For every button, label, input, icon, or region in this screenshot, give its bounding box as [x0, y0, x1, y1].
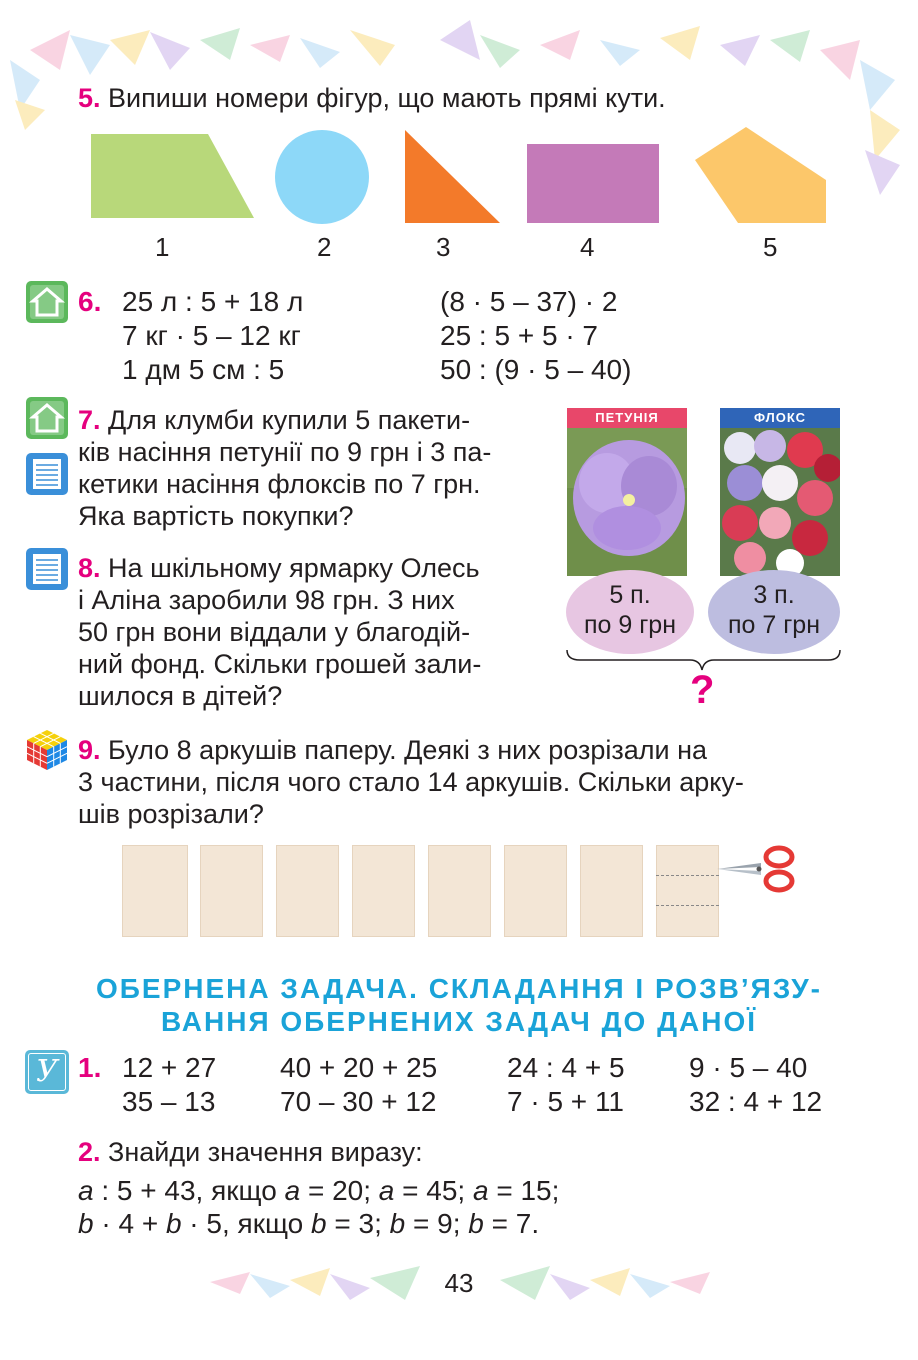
notebook-icon	[25, 547, 69, 591]
task7-text: 7. Для клумби купили 5 пакети- ків насіння петунії по 9 грн і 3 па- кетики насіння флоксів по 7 грн. Яка вартість покупки?	[78, 405, 492, 531]
shape-label-2: 2	[317, 232, 332, 262]
notebook-icon	[25, 452, 69, 496]
shape-right-triangle	[405, 130, 500, 223]
task1b-col3: 24 : 4 + 5 7 · 5 + 11	[507, 1052, 625, 1117]
shape-label-5: 5	[763, 232, 778, 262]
task6-col2	[440, 285, 631, 387]
task6-expr-2: 7 кг · 5 – 12 кг	[122, 320, 301, 351]
paper-sheet	[276, 845, 339, 937]
phlox-label: ФЛОКС	[720, 408, 840, 428]
task1b-col1: 12 + 27 35 – 13	[122, 1052, 217, 1117]
paper-sheet-cut	[656, 845, 719, 937]
task6-expr-4: (8 · 5 – 37) · 2	[440, 286, 618, 317]
paper-sheet	[504, 845, 567, 937]
shape-label-3: 3	[436, 232, 451, 262]
task6-expr-3: 1 дм 5 см : 5	[122, 354, 285, 385]
task8-number: 8.	[78, 553, 101, 583]
phlox-packet	[720, 408, 840, 576]
task2b-line2: b · 4 + b · 5, якщо b = 3; b = 9; b = 7.	[78, 1208, 540, 1239]
task7-number: 7.	[78, 405, 101, 435]
task8-text: 8. На шкільному ярмарку Олесь і Аліна заробили 98 грн. З них 50 грн вони віддали у благодій- ний фонд. Скільки грошей зали- шилося в дітей?	[78, 553, 482, 711]
petunia-flower-image	[567, 428, 687, 576]
shape-label-4: 4	[580, 232, 595, 262]
task1b-number: 1.	[78, 1052, 102, 1083]
petunia-price: 5 п. по 9 грн	[583, 581, 677, 639]
shapes-row	[0, 120, 918, 230]
shape-rectangle	[527, 144, 659, 223]
paper-sheet	[122, 845, 188, 937]
oral-task-letter: У	[28, 1053, 66, 1091]
paper-sheet	[352, 845, 415, 937]
paper-sheet	[580, 845, 643, 937]
phlox-price: 3 п. по 7 грн	[727, 581, 821, 639]
petunia-packet	[567, 408, 687, 576]
task9-text: 9. Було 8 аркушів паперу. Деякі з них розрізали на 3 частини, після чого стало 14 аркушів. Скільки арку- шів розрізали?	[78, 735, 744, 829]
question-mark: ?	[690, 668, 715, 712]
task1b-col2: 40 + 20 + 25 70 – 30 + 12	[280, 1052, 438, 1117]
shape-trapezoid	[91, 134, 254, 218]
shape-pentagon	[695, 127, 826, 223]
petunia-label: ПЕТУНІЯ	[567, 408, 687, 428]
task2b-line1: a : 5 + 43, якщо a = 20; a = 45; a = 15;	[78, 1175, 560, 1206]
paper-sheet	[200, 845, 263, 937]
home-icon	[25, 396, 69, 440]
rubik-cube-icon	[25, 728, 69, 772]
section-heading-line1: ОБЕРНЕНА ЗАДАЧА. СКЛАДАННЯ І РОЗВ’ЯЗУ-	[96, 973, 822, 1004]
shape-circle	[275, 130, 369, 224]
task2b-title: 2. Знайди значення виразу:	[78, 1137, 423, 1167]
task5-number: 5.	[78, 83, 101, 113]
task6-expr-5: 25 : 5 + 5 · 7	[440, 320, 598, 351]
task5-text: Випиши номери фігур, що мають прямі кути.	[108, 83, 666, 113]
task2b-number: 2.	[78, 1137, 101, 1167]
page-number: 43	[444, 1268, 474, 1298]
phlox-flower-image	[720, 428, 840, 576]
paper-sheet	[428, 845, 491, 937]
home-icon	[25, 280, 69, 324]
task9-number: 9.	[78, 735, 101, 765]
oral-task-icon	[25, 1050, 69, 1094]
task6-number: 6.	[78, 286, 102, 317]
scissors-icon	[715, 845, 797, 893]
shape-label-1: 1	[155, 232, 170, 262]
section-heading-line2: ВАННЯ ОБЕРНЕНИХ ЗАДАЧ ДО ДАНОЇ	[160, 1006, 758, 1037]
task6-col1	[122, 285, 303, 387]
task6-expr-1: 25 л : 5 + 18 л	[122, 286, 304, 317]
task6-expr-6: 50 : (9 · 5 – 40)	[440, 354, 632, 385]
bracket	[567, 650, 840, 670]
task5-line	[78, 82, 666, 114]
task1b-col4: 9 · 5 – 40 32 : 4 + 12	[689, 1052, 823, 1117]
